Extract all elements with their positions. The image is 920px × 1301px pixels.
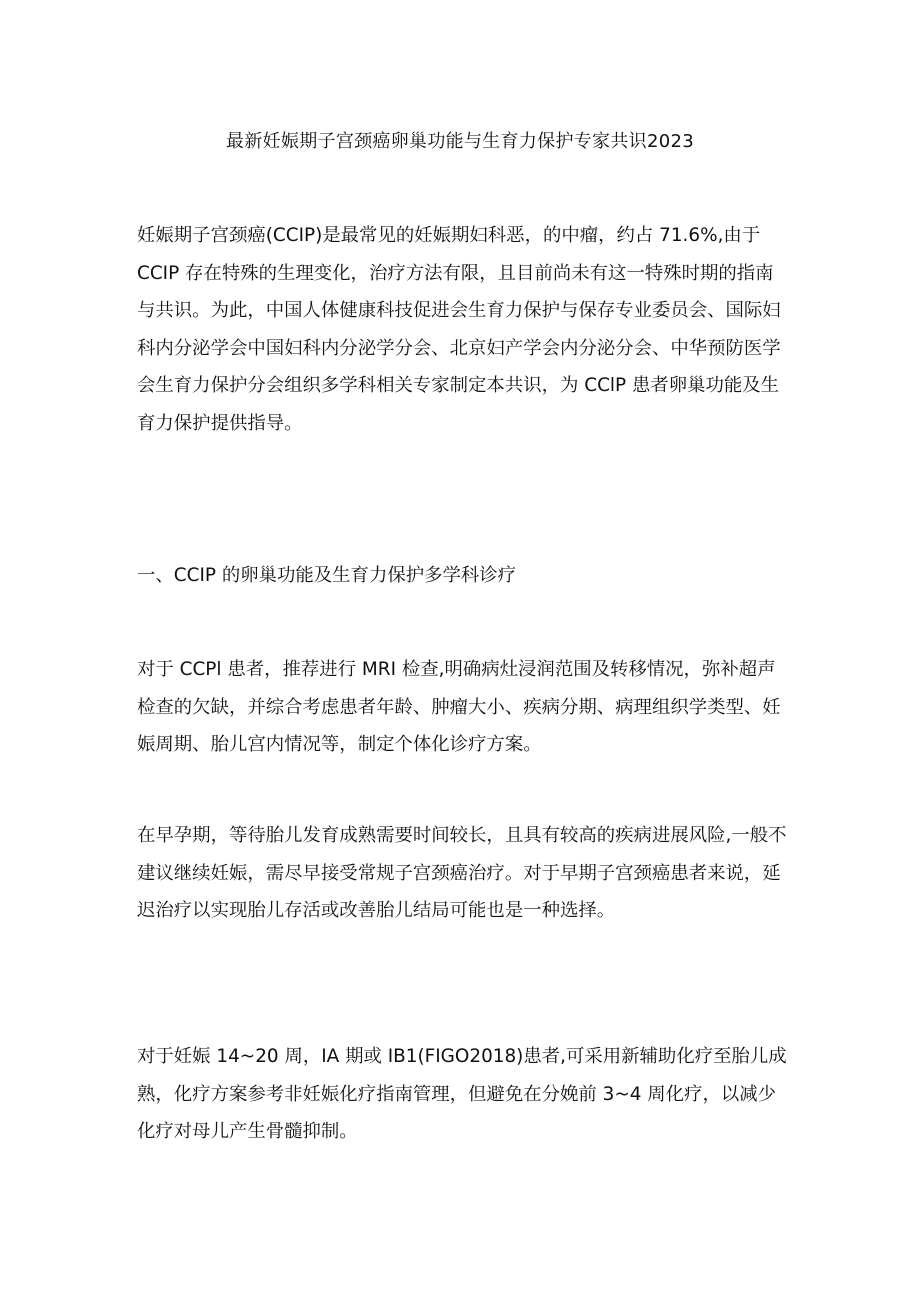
section-heading-text: 一、CCIP 的卵巢功能及生育力保护多学科诊疗 (137, 565, 517, 586)
body-paragraph-2 (137, 817, 787, 930)
text-line: CCIP 存在特殊的生理变化，治疗方法有限，且目前尚未有这一特殊时期的指南 (137, 262, 774, 284)
text-line: 化疗对母儿产生骨髓抑制。 (137, 1121, 358, 1142)
text-line: 会生育力保护分会组织多学科相关专家制定本共识，为 CClP 患者卵巢功能及生 (137, 375, 780, 396)
body-paragraph-3 (137, 1038, 787, 1151)
text-line: 建议继续妊娠，需尽早接受常规子宫颈癌治疗。对于早期子宫颈癌患者来说，延 (137, 862, 781, 884)
text-line: 娠周期、胎儿宫内情况等，制定个体化诊疗方案。 (137, 734, 542, 755)
text-line: 迟治疗以实现胎儿存活或改善胎儿结局可能也是一种选择。 (137, 900, 616, 921)
text-line: 检查的欠缺，并综合考虑患者年龄、肿瘤大小、疾病分期、病理组织学类型、妊 (137, 696, 781, 718)
section-heading (137, 557, 787, 595)
text-line: 妊娠期子宫颈癌(CCIP)是最常见的妊娠期妇科恶，的中瘤，约占 71.6%,由于 (137, 225, 761, 246)
body-paragraph-1 (137, 651, 787, 764)
text-line: 熟，化疗方案参考非妊娠化疗指南管理，但避免在分娩前 3~4 周化疗，以减少 (137, 1083, 777, 1105)
text-line: 在早孕期，等待胎儿发育成熟需要时间较长，且具有较高的疾病进展风险,一般不 (137, 825, 787, 846)
document-title: 最新妊娠期子宫颈癌卵巢功能与生育力保护专家共识2023 (226, 131, 694, 152)
text-line: 育力保护提供指导。 (137, 412, 303, 434)
text-line: 与共识。为此，中国人体健康科技促进会生育力保护与保存专业委员会、国际妇 (137, 300, 781, 321)
text-line: 科内分泌学会中国妇科内分泌学分会、北京妇产学会内分泌分会、中华预防医学 (137, 337, 781, 359)
text-line: 对于 CCPl 患者，推荐进行 MRI 检查,明确病灶浸润范围及转移情况，弥补超声 (137, 659, 776, 680)
text-line: 对于妊娠 14~20 周，IA 期或 IB1(FIGO2018)患者,可采用新辅助化疗至胎儿成 (137, 1046, 787, 1067)
intro-paragraph (137, 217, 787, 442)
